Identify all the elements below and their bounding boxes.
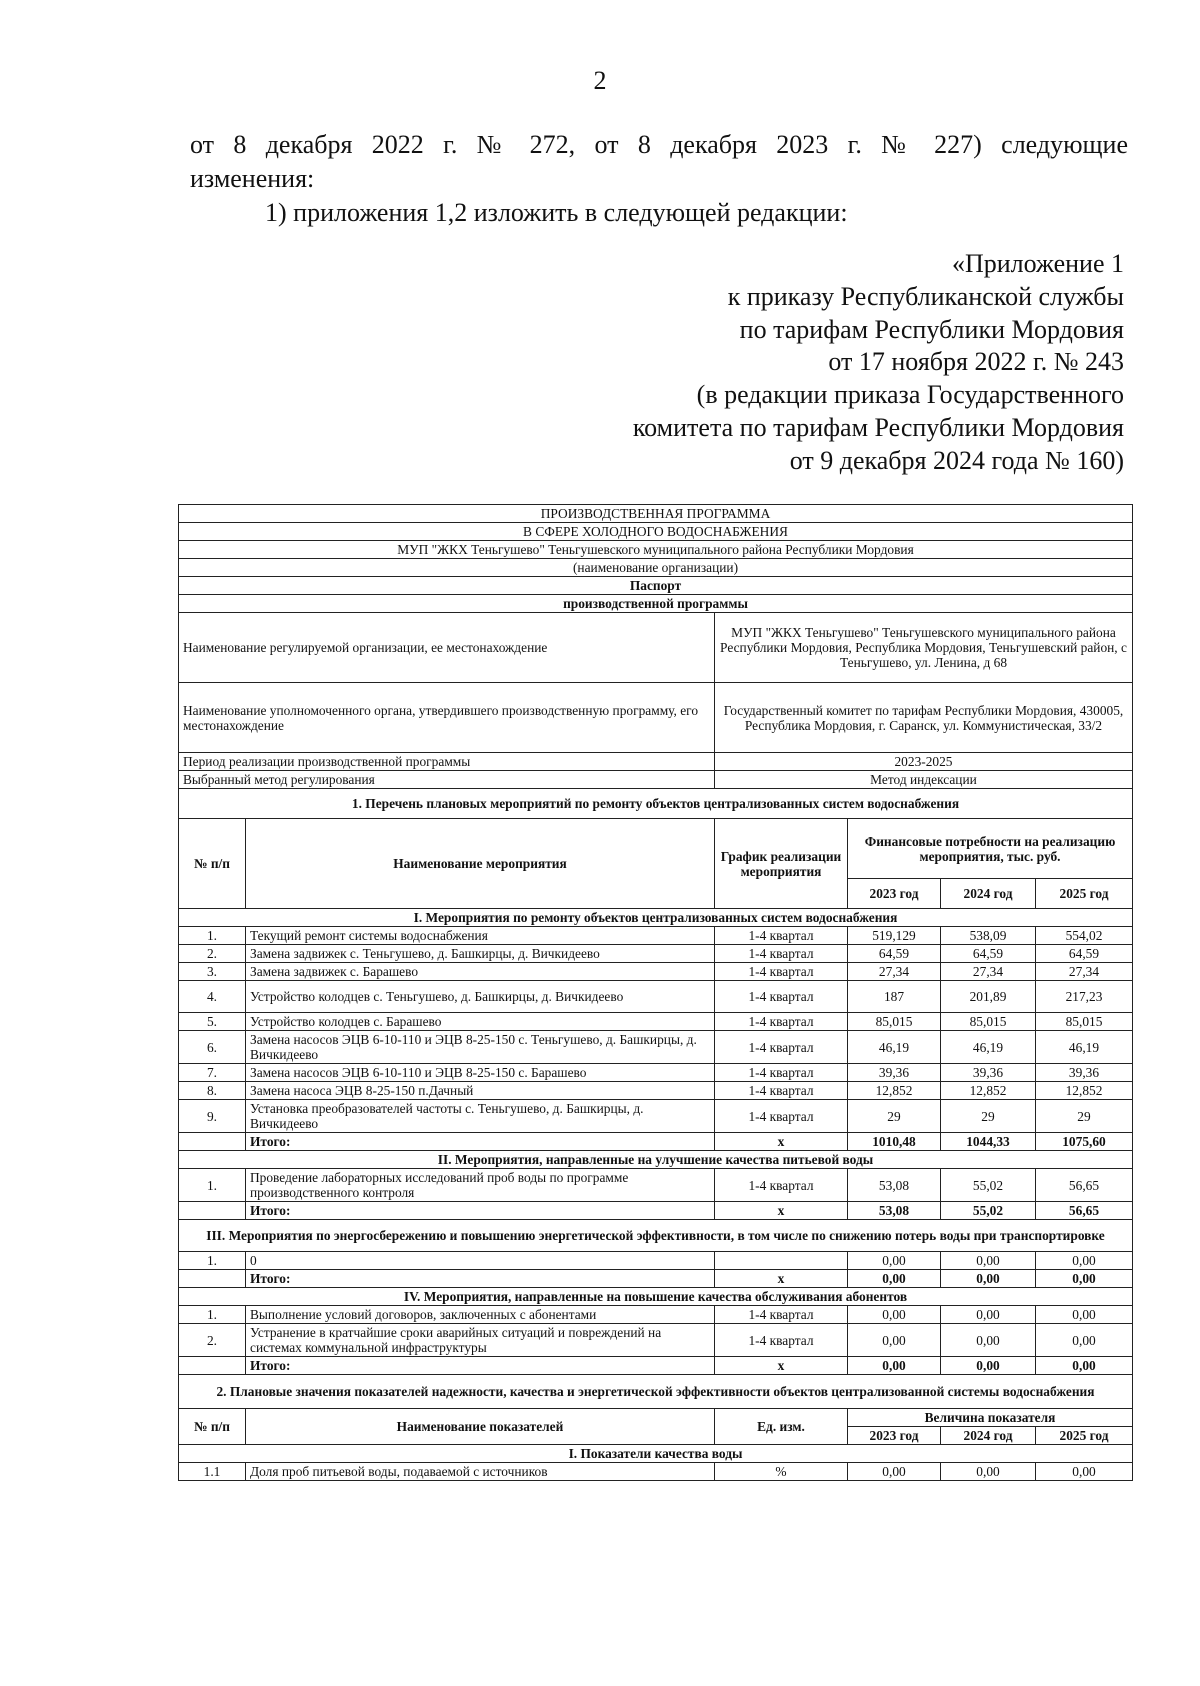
value-2023: 0,00 xyxy=(848,1252,941,1270)
appendix-line: от 17 ноября 2022 г. № 243 xyxy=(828,347,1124,377)
measure-schedule xyxy=(715,1252,848,1270)
page-number: 2 xyxy=(593,66,607,95)
total-2023: 0,00 xyxy=(848,1357,941,1375)
measure-schedule: 1-4 квартал xyxy=(715,1064,848,1082)
header-year: 2024 год xyxy=(941,879,1036,909)
measure-name: Замена задвижек с. Теньгушево, д. Башкирцы, д. Вичкидеево xyxy=(246,945,715,963)
total-2023: 1010,48 xyxy=(848,1133,941,1151)
header2-year: 2024 год xyxy=(941,1427,1036,1445)
value-2023: 46,19 xyxy=(848,1031,941,1064)
value-2025: 0,00 xyxy=(1036,1252,1133,1270)
total-2025: 1075,60 xyxy=(1036,1133,1133,1151)
indicator-value: 0,00 xyxy=(1036,1463,1133,1481)
header2-value: Величина показателя xyxy=(848,1409,1133,1427)
total-2024: 0,00 xyxy=(941,1270,1036,1288)
total-row xyxy=(179,1202,1133,1220)
value-2023: 27,34 xyxy=(848,963,941,981)
total-2025: 56,65 xyxy=(1036,1202,1133,1220)
value-2024: 538,09 xyxy=(941,927,1036,945)
row-number: 8. xyxy=(179,1082,246,1100)
value-2025: 39,36 xyxy=(1036,1064,1133,1082)
total-2025: 0,00 xyxy=(1036,1270,1133,1288)
header-year: 2023 год xyxy=(848,879,941,909)
row-number: 3. xyxy=(179,963,246,981)
total-2024: 0,00 xyxy=(941,1357,1036,1375)
table-row xyxy=(179,963,1133,981)
total-2025: 0,00 xyxy=(1036,1357,1133,1375)
value-2023: 12,852 xyxy=(848,1082,941,1100)
appendix-header xyxy=(633,248,1124,478)
measure-schedule: 1-4 квартал xyxy=(715,1100,848,1133)
appendix-line: от 9 декабря 2024 года № 160) xyxy=(789,445,1124,475)
appendix-line: к приказу Республиканской службы xyxy=(727,281,1124,311)
info-label: Наименование регулируемой организации, ее местонахождение xyxy=(179,613,715,683)
table-row xyxy=(179,927,1133,945)
table-row xyxy=(179,945,1133,963)
passport-title: Паспорт xyxy=(179,577,1133,595)
value-2025: 29 xyxy=(1036,1100,1133,1133)
group-title: III. Мероприятия по энергосбережению и повышению энергетической эффективности, в том числе по снижению потерь воды при транспортировке xyxy=(179,1220,1133,1252)
info-label: Период реализации производственной программы xyxy=(179,753,715,771)
measure-name: Устройство колодцев с. Барашево xyxy=(246,1013,715,1031)
appendix-line: «Приложение 1 xyxy=(951,249,1124,278)
value-2023: 85,015 xyxy=(848,1013,941,1031)
value-2024: 85,015 xyxy=(941,1013,1036,1031)
section2-title: 2. Плановые значения показателей надежности, качества и энергетической эффективности объектов централизованной системы водоснабжения xyxy=(179,1375,1133,1409)
value-2023: 53,08 xyxy=(848,1169,941,1202)
value-2025: 46,19 xyxy=(1036,1031,1133,1064)
appendix-line: (в редакции приказа Государственного xyxy=(696,380,1124,410)
header-year: 2025 год xyxy=(1036,879,1133,909)
measure-schedule: 1-4 квартал xyxy=(715,945,848,963)
section1-title: 1. Перечень плановых мероприятий по ремонту объектов централизованных систем водоснабжения xyxy=(179,789,1133,819)
total-row xyxy=(179,1270,1133,1288)
group-title-row xyxy=(179,909,1133,927)
value-2024: 12,852 xyxy=(941,1082,1036,1100)
intro-line-3: 1) приложения 1,2 изложить в следующей редакции: xyxy=(265,198,848,227)
info-label: Выбранный метод регулирования xyxy=(179,771,715,789)
row-number: 1. xyxy=(179,927,246,945)
group-title: IV. Мероприятия, направленные на повышение качества обслуживания абонентов xyxy=(179,1288,1133,1306)
table-row xyxy=(179,1169,1133,1202)
passport-subtitle: производственной программы xyxy=(179,595,1133,613)
total-2024: 1044,33 xyxy=(941,1133,1036,1151)
value-2024: 29 xyxy=(941,1100,1036,1133)
header2-name: Наименование показателей xyxy=(246,1409,715,1445)
total-blank xyxy=(179,1270,246,1288)
appendix-line: комитета по тарифам Республики Мордовия xyxy=(632,412,1124,442)
total-label: Итого: xyxy=(246,1270,715,1288)
measure-schedule: 1-4 квартал xyxy=(715,1013,848,1031)
measure-name: Установка преобразователей частоты с. Теньгушево, д. Башкирцы, д. Вичкидеево xyxy=(246,1100,715,1133)
value-2023: 187 xyxy=(848,981,941,1013)
table-row xyxy=(179,1252,1133,1270)
measure-name: Замена насосов ЭЦВ 6-10-110 и ЭЦВ 8-25-150 с. Барашево xyxy=(246,1064,715,1082)
total-schedule: х xyxy=(715,1202,848,1220)
program-subtitle: В СФЕРЕ ХОЛОДНОГО ВОДОСНАБЖЕНИЯ xyxy=(179,523,1133,541)
header-name: Наименование мероприятия xyxy=(246,819,715,909)
value-2025: 554,02 xyxy=(1036,927,1133,945)
measure-name: Замена насоса ЭЦВ 8-25-150 п.Дачный xyxy=(246,1082,715,1100)
table-row xyxy=(179,1082,1133,1100)
value-2025: 0,00 xyxy=(1036,1306,1133,1324)
table-row xyxy=(179,1324,1133,1357)
info-value: 2023-2025 xyxy=(715,753,1133,771)
total-schedule: х xyxy=(715,1357,848,1375)
row-number: 2. xyxy=(179,945,246,963)
indicator-value: 0,00 xyxy=(848,1463,941,1481)
appendix-line: по тарифам Республики Мордовия xyxy=(739,314,1124,344)
value-2025: 0,00 xyxy=(1036,1324,1133,1357)
measure-schedule: 1-4 квартал xyxy=(715,1324,848,1357)
value-2024: 201,89 xyxy=(941,981,1036,1013)
group-title-row xyxy=(179,1151,1133,1169)
table-row xyxy=(179,1031,1133,1064)
value-2023: 0,00 xyxy=(848,1324,941,1357)
header-schedule: График реализации мероприятия xyxy=(715,819,848,909)
total-row xyxy=(179,1133,1133,1151)
group-title-row xyxy=(179,1288,1133,1306)
organization-caption: (наименование организации) xyxy=(179,559,1133,577)
total-label: Итого: xyxy=(246,1202,715,1220)
measure-name: Проведение лабораторных исследований проб воды по программе производственного контроля xyxy=(246,1169,715,1202)
intro-line-2: изменения: xyxy=(190,164,315,193)
measure-name: Замена задвижек с. Барашево xyxy=(246,963,715,981)
measure-name: Текущий ремонт системы водоснабжения xyxy=(246,927,715,945)
measure-schedule: 1-4 квартал xyxy=(715,1306,848,1324)
value-2023: 29 xyxy=(848,1100,941,1133)
row-number: 9. xyxy=(179,1100,246,1133)
water-quality-subtitle: I. Показатели качества воды xyxy=(179,1445,1133,1463)
intro-line-1: от 8 декабря 2022 г. № 272, от 8 декабря 2023 г. № 227) следующие xyxy=(190,130,1128,159)
total-blank xyxy=(179,1133,246,1151)
measure-name: Выполнение условий договоров, заключенных с абонентами xyxy=(246,1306,715,1324)
production-program-table xyxy=(178,504,1133,1481)
info-value: Государственный комитет по тарифам Республики Мордовия, 430005, Республика Мордовия, г. Саранск, ул. Коммунистическая, 33/2 xyxy=(715,683,1133,753)
row-number: 1. xyxy=(179,1252,246,1270)
value-2024: 27,34 xyxy=(941,963,1036,981)
row-number: 6. xyxy=(179,1031,246,1064)
value-2023: 64,59 xyxy=(848,945,941,963)
table-row xyxy=(179,1064,1133,1082)
value-2024: 0,00 xyxy=(941,1252,1036,1270)
measure-name: 0 xyxy=(246,1252,715,1270)
row-number: 1. xyxy=(179,1306,246,1324)
header2-unit: Ед. изм. xyxy=(715,1409,848,1445)
total-blank xyxy=(179,1202,246,1220)
value-2025: 217,23 xyxy=(1036,981,1133,1013)
measure-name: Замена насосов ЭЦВ 6-10-110 и ЭЦВ 8-25-150 с. Теньгушево, д. Башкирцы, д. Вичкидеево xyxy=(246,1031,715,1064)
measure-name: Устройство колодцев с. Теньгушево, д. Башкирцы, д. Вичкидеево xyxy=(246,981,715,1013)
measure-schedule: 1-4 квартал xyxy=(715,1082,848,1100)
value-2024: 0,00 xyxy=(941,1306,1036,1324)
table-row xyxy=(179,1306,1133,1324)
total-2024: 55,02 xyxy=(941,1202,1036,1220)
total-blank xyxy=(179,1357,246,1375)
total-2023: 0,00 xyxy=(848,1270,941,1288)
table-row xyxy=(179,1100,1133,1133)
group-title: I. Мероприятия по ремонту объектов централизованных систем водоснабжения xyxy=(179,909,1133,927)
value-2024: 0,00 xyxy=(941,1324,1036,1357)
value-2025: 85,015 xyxy=(1036,1013,1133,1031)
row-number: 5. xyxy=(179,1013,246,1031)
total-schedule: х xyxy=(715,1133,848,1151)
header2-year: 2023 год xyxy=(848,1427,941,1445)
value-2025: 12,852 xyxy=(1036,1082,1133,1100)
value-2024: 64,59 xyxy=(941,945,1036,963)
header-financial-needs: Финансовые потребности на реализацию мероприятия, тыс. руб. xyxy=(848,819,1133,879)
row-number: 2. xyxy=(179,1324,246,1357)
measure-schedule: 1-4 квартал xyxy=(715,927,848,945)
total-label: Итого: xyxy=(246,1357,715,1375)
measure-schedule: 1-4 квартал xyxy=(715,1031,848,1064)
indicator-number: 1.1 xyxy=(179,1463,246,1481)
row-number: 7. xyxy=(179,1064,246,1082)
indicator-unit: % xyxy=(715,1463,848,1481)
info-label: Наименование уполномоченного органа, утвердившего производственную программу, его местонахождение xyxy=(179,683,715,753)
group-title: II. Мероприятия, направленные на улучшение качества питьевой воды xyxy=(179,1151,1133,1169)
value-2024: 39,36 xyxy=(941,1064,1036,1082)
indicator-name: Доля проб питьевой воды, подаваемой с источников xyxy=(246,1463,715,1481)
measure-schedule: 1-4 квартал xyxy=(715,963,848,981)
group-title-row xyxy=(179,1220,1133,1252)
row-number: 4. xyxy=(179,981,246,1013)
row-number: 1. xyxy=(179,1169,246,1202)
value-2023: 519,129 xyxy=(848,927,941,945)
value-2024: 55,02 xyxy=(941,1169,1036,1202)
table-row xyxy=(179,1013,1133,1031)
value-2023: 0,00 xyxy=(848,1306,941,1324)
measure-schedule: 1-4 квартал xyxy=(715,981,848,1013)
measure-name: Устранение в кратчайшие сроки аварийных ситуаций и повреждений на системах коммунальной инфраструктуры xyxy=(246,1324,715,1357)
value-2025: 27,34 xyxy=(1036,963,1133,981)
total-2023: 53,08 xyxy=(848,1202,941,1220)
program-title: ПРОИЗВОДСТВЕННАЯ ПРОГРАММА xyxy=(179,505,1133,523)
value-2023: 39,36 xyxy=(848,1064,941,1082)
header-number: № п/п xyxy=(179,819,246,909)
indicator-value: 0,00 xyxy=(941,1463,1036,1481)
total-schedule: х xyxy=(715,1270,848,1288)
total-row xyxy=(179,1357,1133,1375)
total-label: Итого: xyxy=(246,1133,715,1151)
info-value: Метод индексации xyxy=(715,771,1133,789)
measure-schedule: 1-4 квартал xyxy=(715,1169,848,1202)
value-2025: 64,59 xyxy=(1036,945,1133,963)
value-2025: 56,65 xyxy=(1036,1169,1133,1202)
value-2024: 46,19 xyxy=(941,1031,1036,1064)
table-row xyxy=(179,981,1133,1013)
header2-number: № п/п xyxy=(179,1409,246,1445)
info-value: МУП "ЖКХ Теньгушево" Теньгушевского муниципального района Республики Мордовия, Республика Мордовия, Теньгушевский район, с Теньгушево, ул. Ленина, д 68 xyxy=(715,613,1133,683)
header2-year: 2025 год xyxy=(1036,1427,1133,1445)
organization-name: МУП "ЖКХ Теньгушево" Теньгушевского муниципального района Республики Мордовия xyxy=(179,541,1133,559)
